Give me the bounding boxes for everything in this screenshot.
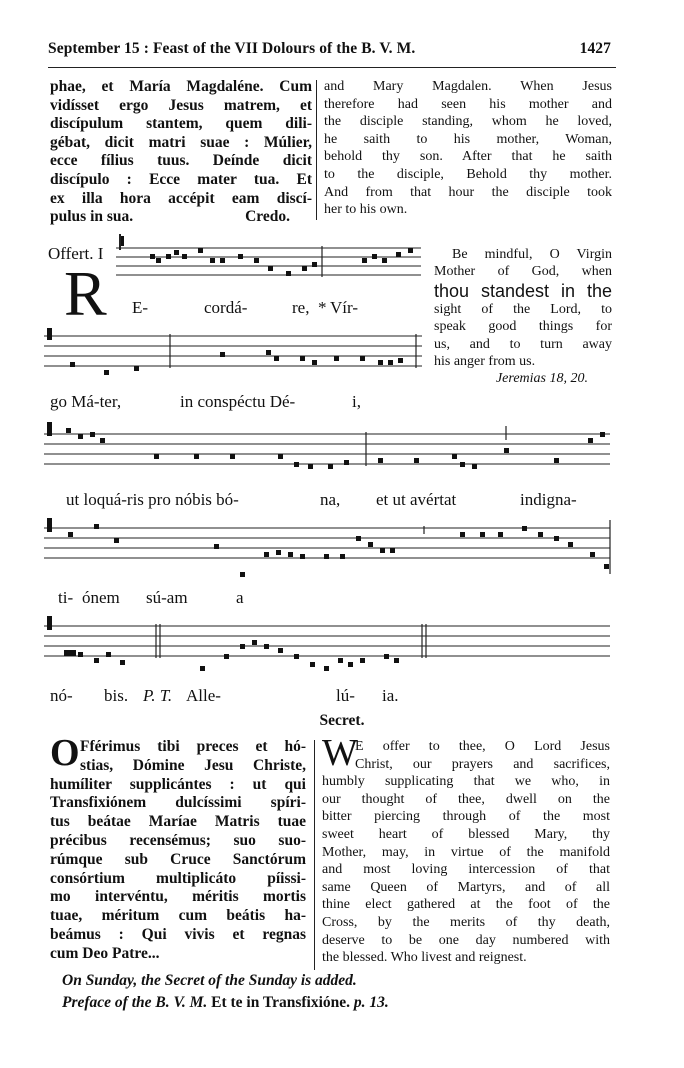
gospel-english-column (324, 78, 612, 219)
gospel-latin-column (50, 78, 312, 227)
translation-line: Mother of God, when (434, 264, 612, 280)
translation-line: thou standest in the (434, 280, 612, 301)
secret-latin-line: stias, Dómine Jesu Christe, (80, 756, 306, 774)
gospel-latin-line: discípulo : Ecce mater tua. Et (50, 170, 312, 188)
secret-english-line: and most loving intercession of that (322, 862, 610, 878)
secret-english-line: same Queen of Martyrs, and of all (322, 879, 610, 895)
secret-latin-line: beámus : Qui vivis et regnas (50, 925, 306, 943)
gospel-latin-line (50, 208, 312, 227)
lyric-syllable: ti- (58, 588, 74, 607)
gospel-latin-line: vidísset ergo Jesus matrem, et (50, 96, 312, 114)
paschal-time-rubric: P. T. (143, 686, 173, 705)
gospel-english-line: And from that hour the disciple took (324, 184, 612, 200)
secret-latin-line: mo intervéntu, méritis mortis (50, 888, 306, 906)
preface-label: Preface of the B. V. M. (62, 994, 208, 1011)
lyric-syllable: cordá- (204, 298, 248, 317)
secret-english-line: Christ, our prayers and sacrifices, (355, 756, 610, 772)
chant-staff-2 (44, 326, 426, 382)
sunday-rubric: On Sunday, the Secret of the Sunday is added. (62, 972, 357, 989)
closing-rubrics (62, 970, 389, 1014)
chant-staff-5 (44, 610, 614, 680)
secret-english-line: thine elect gathered at the foot of the (322, 897, 610, 913)
secret-latin-line: rúmque sub Cruce Sanctórum (50, 850, 306, 868)
gospel-latin-line: ecce fílius tuus. Deínde dicit (50, 152, 312, 170)
chant-staff-4 (44, 512, 614, 578)
gospel-latin-line: gébat, dicit matri suae : Múlier, (50, 133, 312, 151)
chant-staff-1 (116, 234, 426, 284)
secret-english-line: Mother, may, in virtue of the manifold (322, 844, 610, 860)
scripture-reference: Jeremias 18, 20. (495, 371, 588, 387)
secret-english-line: sweet heart of blessed Mary, thy (322, 826, 610, 842)
lyric-syllable: ia. (382, 686, 399, 705)
gospel-english-line: the disciple standing, whom he loved, (324, 114, 612, 130)
lyric-syllable: in conspéctu Dé- (180, 392, 296, 411)
secret-latin-line: cum Deo Patre... (50, 944, 160, 962)
secret-english-line: E offer to thee, O Lord Jesus (355, 739, 610, 754)
preface-rubric (62, 992, 389, 1014)
secret-latin-column (50, 732, 306, 964)
gospel-english-line: behold thy son. After that he saith (324, 149, 612, 165)
secret-english-line: humbly supplicating that we who, in (322, 774, 610, 790)
lyric-syllable: indigna- (520, 490, 577, 509)
gospel-english-line: therefore had seen his mother and (324, 96, 612, 112)
secret-heading: Secret. (319, 712, 365, 729)
header-rule (48, 67, 616, 68)
lyric-syllable: nó- (50, 686, 73, 705)
lyric-syllable: re, (292, 298, 310, 317)
lyric-syllable: sú-am (146, 588, 188, 607)
offertory-mode: I (97, 244, 104, 263)
gospel-latin-line: discípulum stantem, quem dili- (50, 115, 312, 133)
offertory-translation (434, 246, 612, 388)
lyric-syllable: ónem (82, 588, 120, 607)
secret-latin-line: Transfixiónem dulcíssimi spíri- (50, 794, 306, 812)
secret-english-line: Cross, by the merits of thy death, (322, 914, 610, 930)
secret-latin-line: précibus recensémus; suo suo- (50, 831, 306, 849)
translation-line: his anger from us. (434, 354, 536, 370)
lyric-syllable: Vír- (330, 298, 358, 317)
secret-english-column (322, 732, 610, 967)
lyric-asterisk: * (318, 298, 327, 317)
lyric-syllable: go Má-ter, (50, 392, 122, 411)
gospel-latin-line: ex illa hora accépit eam discí- (50, 189, 312, 207)
translation-line: Be mindful, O Virgin (452, 247, 612, 262)
gospel-latin-line: phae, et María Magdaléne. Cum (50, 78, 312, 95)
translation-line: speak good things for (434, 319, 612, 335)
offertory-label-text: Offert. (48, 244, 94, 263)
chant-staff-3 (44, 418, 614, 484)
secret-latin-initial: O (50, 732, 80, 774)
column-divider (314, 740, 315, 970)
lyric-syllable: a (236, 588, 244, 607)
secret-latin-line: Fférimus tibi preces et hó- (80, 738, 306, 755)
secret-english-initial: W (322, 732, 358, 774)
column-divider (316, 80, 317, 220)
secret-english-line: bitter piercing through of the most (322, 809, 610, 825)
gospel-english-line: he saith to his mother, Woman, (324, 131, 612, 147)
translation-line: us, and to turn away (434, 336, 612, 352)
lyric-syllable: et ut avértat (376, 490, 457, 509)
preface-name: Et te in Transfixióne. (211, 994, 351, 1011)
running-header (48, 40, 613, 58)
secret-english-line: our thought of thee, dwell on the (322, 791, 610, 807)
offertory-initial: R (64, 258, 107, 329)
gospel-english-line: to the disciple, Behold thy mother. (324, 166, 612, 182)
gospel-latin-last-text: pulus in sua. (50, 208, 134, 226)
lyric-syllable: bis. (104, 686, 129, 705)
lyric-syllable: lú- (336, 686, 355, 705)
gospel-english-line: her to his own. (324, 202, 408, 218)
secret-english-line: the blessed. Who livest and reignest. (322, 950, 527, 966)
lyric-syllable: i, (352, 392, 361, 411)
running-title: September 15 : Feast of the VII Dolours of the B. V. M. (48, 40, 416, 57)
secret-latin-line: consórtium multiplicáto píissi- (50, 869, 306, 887)
lyric-syllable: Alle- (186, 686, 221, 705)
lyric-syllable: E- (132, 298, 149, 317)
lyric-syllable: na, (320, 490, 341, 509)
secret-latin-line: tuae, méritum cum beátis ha- (50, 907, 306, 925)
credo-rubric: Credo. (245, 208, 290, 226)
lyric-syllable: ut loquá-ris pro nóbis bó- (66, 490, 239, 509)
gospel-english-line: and Mary Magdalen. When Jesus (324, 79, 612, 94)
page-number: 1427 (579, 40, 611, 57)
preface-page-ref: p. 13. (353, 994, 389, 1011)
secret-latin-line: humíliter supplicántes : ut qui (50, 775, 306, 793)
secret-latin-line: tus beátae Maríae Matris tuae (50, 813, 306, 831)
secret-english-line: deserve to be one day numbered with (322, 932, 610, 948)
translation-line: sight of the Lord, to (434, 301, 612, 317)
